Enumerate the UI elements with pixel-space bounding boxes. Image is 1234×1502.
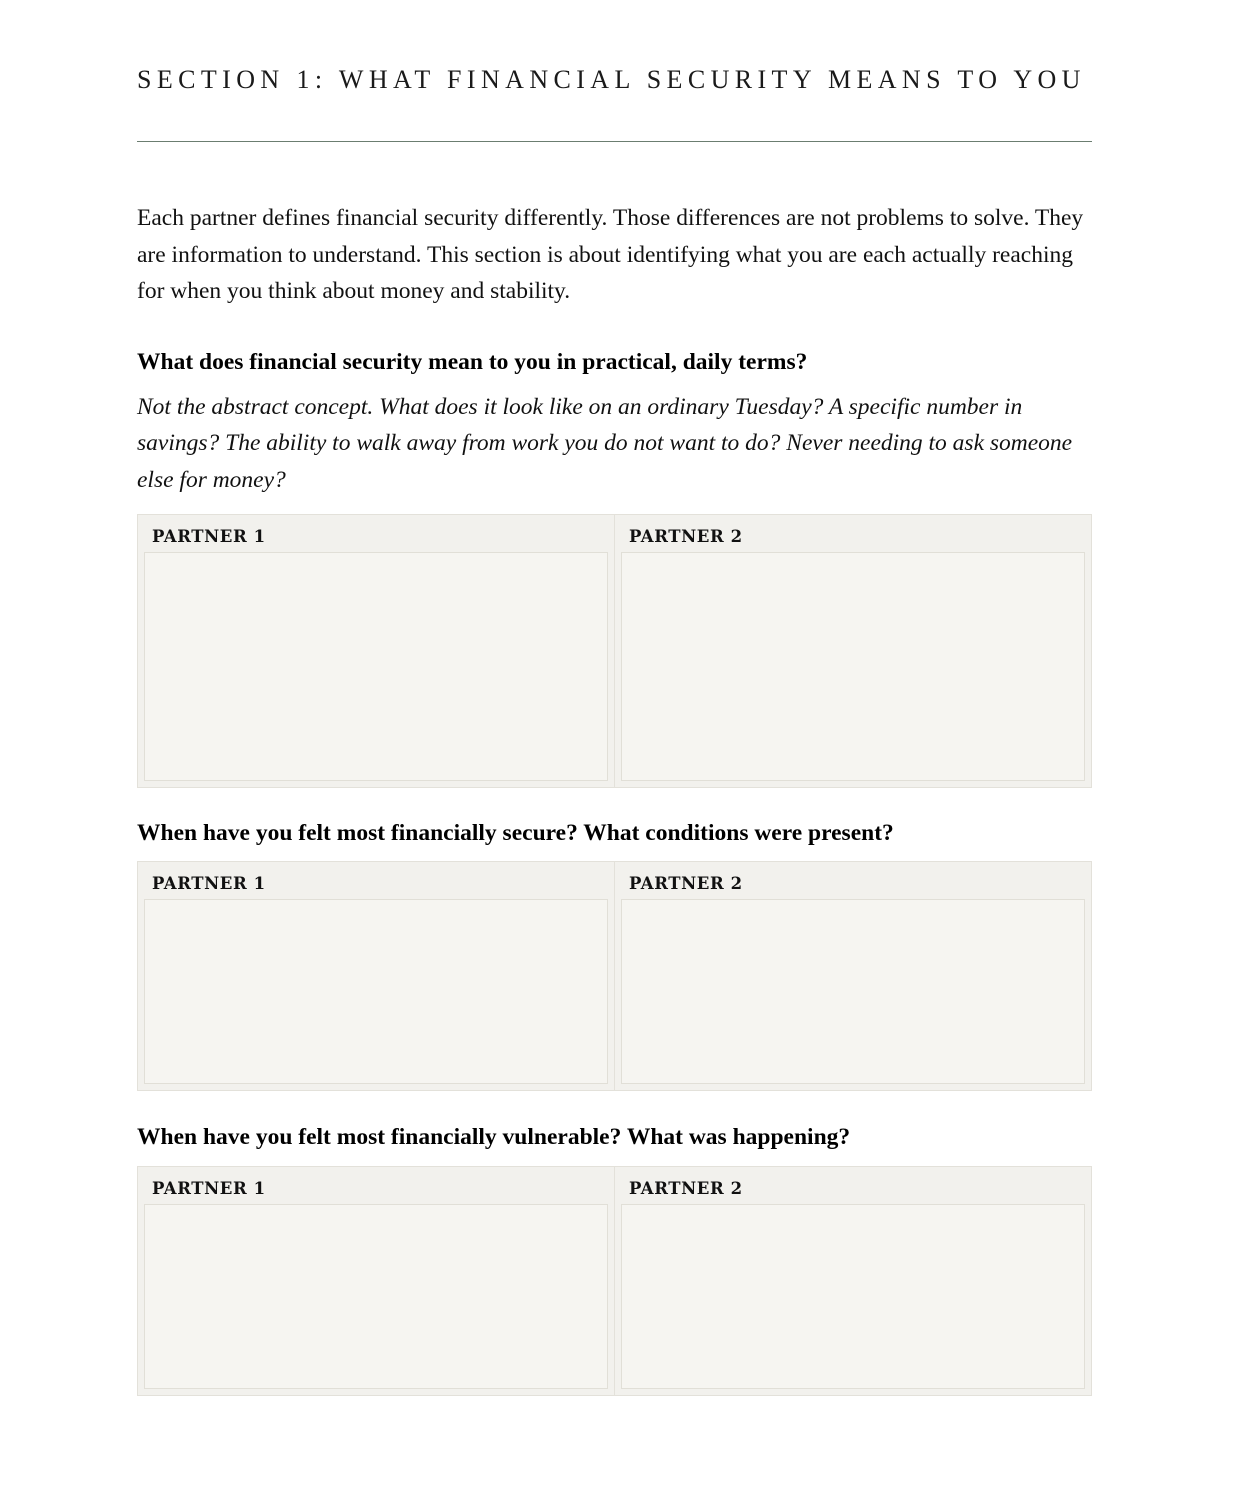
partner-2-label: PARTNER 2	[629, 874, 743, 893]
question-1-partner-2-answer[interactable]	[621, 552, 1085, 781]
question-1-heading: What does financial security mean to you in practical, daily terms?	[137, 348, 808, 375]
question-3-answer-grid	[137, 1166, 1092, 1396]
question-2-partner-1-answer[interactable]	[144, 899, 608, 1084]
question-3-partner-2-answer[interactable]	[621, 1204, 1085, 1389]
partner-1-column	[138, 862, 614, 1090]
question-1-partner-1-answer[interactable]	[144, 552, 608, 781]
question-3-partner-1-answer[interactable]	[144, 1204, 608, 1389]
partner-2-label: PARTNER 2	[629, 527, 743, 546]
question-3-heading: When have you felt most financially vulnerable? What was happening?	[137, 1124, 851, 1150]
worksheet-page	[137, 0, 1092, 1396]
question-2-answer-grid	[137, 861, 1092, 1091]
intro-paragraph: Each partner defines financial security differently. Those differences are not problems to solve. They are information to understand. This section is about identifying what you are each actually reaching for when you think about money and stability.	[137, 205, 1084, 304]
partner-2-column	[614, 515, 1091, 787]
question-1-prompt: Not the abstract concept. What does it look like on an ordinary Tuesday? A specific number in savings? The ability to walk away from work you do not want to do? Never needing to ask someone else for money?	[137, 393, 1073, 493]
partner-1-column	[138, 1167, 614, 1395]
question-2-partner-2-answer[interactable]	[621, 899, 1085, 1084]
section-title: SECTION 1: WHAT FINANCIAL SECURITY MEANS TO YOU	[137, 65, 1086, 94]
question-2-heading: When have you felt most financially secure? What conditions were present?	[137, 820, 894, 846]
partner-1-label: PARTNER 1	[152, 527, 266, 546]
question-1-answer-grid	[137, 514, 1092, 788]
partner-1-column	[138, 515, 614, 787]
partner-2-column	[614, 862, 1091, 1090]
partner-2-label: PARTNER 2	[629, 1179, 743, 1198]
partner-2-column	[614, 1167, 1091, 1395]
title-divider	[137, 141, 1092, 142]
partner-1-label: PARTNER 1	[152, 874, 266, 893]
partner-1-label: PARTNER 1	[152, 1179, 266, 1198]
